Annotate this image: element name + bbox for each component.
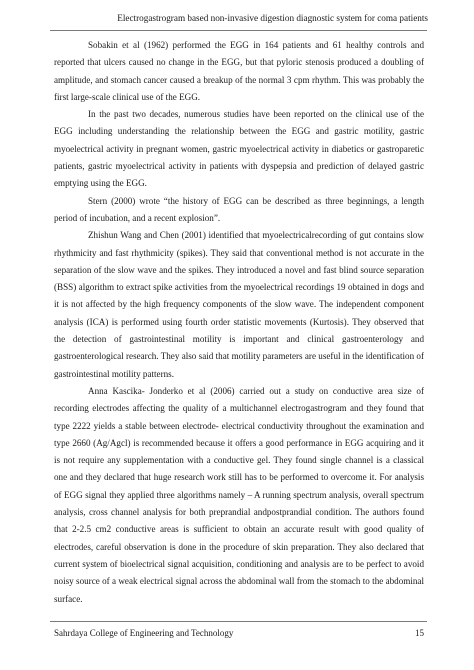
paragraph-clinical-use: In the past two decades, numerous studies have been reported on the clinical use of the EGG including understanding the relationship between the EGG and gastric motility, gastric myoelectrical activity in pregnant women, gastric myoelectrical activity in diabetics or gastroparetic patients, gastric myoelectrical activity in patients with dyspepsia and prediction of delayed gastric emptying using the EGG.: [54, 109, 424, 189]
header-divider: [50, 30, 427, 31]
paragraph-kascika-jonderko: Anna Kascika- Jonderko et al (2006) carried out a study on conductive area size of recording electrodes affecting the quality of a multichannel electrogastrogram and they found that type 2222 yields a stable between electrode- electrical conductivity throughout the examination and type 2660 (Ag/Agcl) is recommended because it offers a good performance in EGG acquiring and it is not require any supplementation with a conductive gel. They found single channel is a classical one and they declared that huge research work still has to be performed to overcome it. For analysis of EGG signal they applied three algorithms namely – A running spectrum analysis, overall spectrum analysis, cross channel analysis for both preprandial andpostprandial condition. The authors found that 2-2.5 cm2 conductive areas is sufficient to obtain an accurate result with good quality of electrodes, careful observation is done in the procedure of skin preparation. They also declared that current system of bioelectrical signal acquisition, conditioning and analysis are to be perfect to avoid noisy source of a weak electrical signal across the abdominal wall from the stomach to the abdominal surface.: [54, 385, 424, 604]
paragraph-stern: Stern (2000) wrote “the history of EGG can be described as three beginnings, a length period of incubation, and a recent explosion”.: [54, 195, 424, 223]
paragraph-wang-chen: Zhishun Wang and Chen (2001) identified that myoelectricalrecording of gut contains slow rhythmicity and fast rhythmicity (spikes). They said that conventional method is not accurate in the separation of the slow wave and the spikes. They introduced a novel and fast blind source separation (BSS) algorithm to extract spike activities from the myoelectrical recordings 19 obtained in dogs and it is not affected by the high frequency components of the slow wave. The independent component analysis (ICA) is performed using fourth order statistic movements (Kurtosis). They observed that the detection of gastrointestinal motility is important and clinical gastroenterology and gastroenterological research. They also said that motility parameters are useful in the identification of gastrointestinal motility patterns.: [54, 230, 424, 379]
body-text: [54, 37, 424, 608]
footer-institution: Sahrdaya College of Engineering and Technology: [54, 628, 234, 638]
paragraph-sobakin: Sobakin et al (1962) performed the EGG in 164 patients and 61 healthy controls and reported that ulcers caused no change in the EGG, but that pyloric stenosis produced a doubling of amplitude, and stomach cancer caused a breakup of the normal 3 cpm rhythm. This was probably the first large-scale clinical use of the EGG.: [54, 40, 424, 102]
page-number: 15: [415, 628, 424, 638]
running-header: Electrogastrogram based non-invasive digestion diagnostic system for coma patients: [117, 13, 428, 23]
footer-divider: [50, 621, 427, 622]
